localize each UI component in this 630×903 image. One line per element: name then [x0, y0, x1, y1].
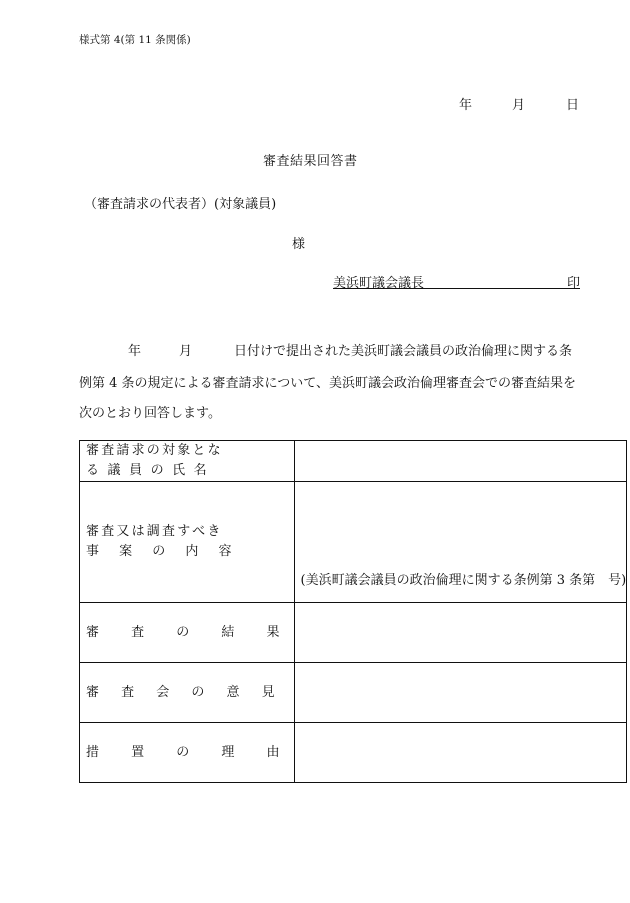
- body-text-line-3: 次のとおり回答します。: [79, 406, 221, 421]
- label-measure-reason: [80, 723, 295, 783]
- label-line: 審 査 会 の 意 見: [86, 684, 284, 700]
- body-text-line-2: 例第 4 条の規定による審査請求について、美浜町議会政治倫理審査会での審査結果を: [79, 376, 577, 391]
- label-target-member: [80, 441, 295, 482]
- result-table: [79, 440, 627, 783]
- label-line: 審 査 の 結 果: [86, 624, 294, 640]
- label-line: 事 案 の 内 容: [86, 544, 240, 559]
- label-review-result: [80, 603, 295, 663]
- body-year-mark: 年: [128, 344, 142, 359]
- table-row-measure-reason: [80, 723, 627, 783]
- label-case-content: [80, 482, 295, 603]
- value-target-member: [294, 441, 627, 482]
- table-row-case-content: [80, 482, 627, 603]
- honorific: 様: [292, 237, 306, 252]
- seal-mark: 印: [566, 276, 580, 291]
- table-row-target-member: [80, 441, 627, 482]
- label-line: 審査請求の対象とな: [86, 443, 223, 458]
- label-line: 措 置 の 理 由: [86, 744, 294, 760]
- sender-line: [333, 272, 580, 289]
- date-day: 日: [566, 98, 580, 113]
- label-line: 審査又は調査すべき: [86, 524, 223, 539]
- value-review-result: [294, 603, 627, 663]
- table-row-review-result: [80, 603, 627, 663]
- table-row-committee-opinion: [80, 663, 627, 723]
- label-committee-opinion: [80, 663, 295, 723]
- body-month-mark: 月: [179, 344, 193, 359]
- value-committee-opinion: [294, 663, 627, 723]
- value-case-note: (美浜町議会議員の政治倫理に関する条例第 3 条第 号): [294, 482, 627, 603]
- date-month: 月: [512, 98, 526, 113]
- body-text-line-1: 日付けで提出された美浜町議会議員の政治倫理に関する条: [234, 344, 573, 359]
- value-measure-reason: [294, 723, 627, 783]
- label-line: る 議 員 の 氏 名: [86, 463, 209, 478]
- date-year: 年: [459, 98, 473, 113]
- document-title: 審査結果回答書: [263, 154, 358, 169]
- form-number: 様式第 4(第 11 条関係): [79, 34, 191, 46]
- sender-name: 美浜町議会議長: [333, 276, 425, 291]
- addressee: （審査請求の代表者）(対象議員): [84, 197, 277, 212]
